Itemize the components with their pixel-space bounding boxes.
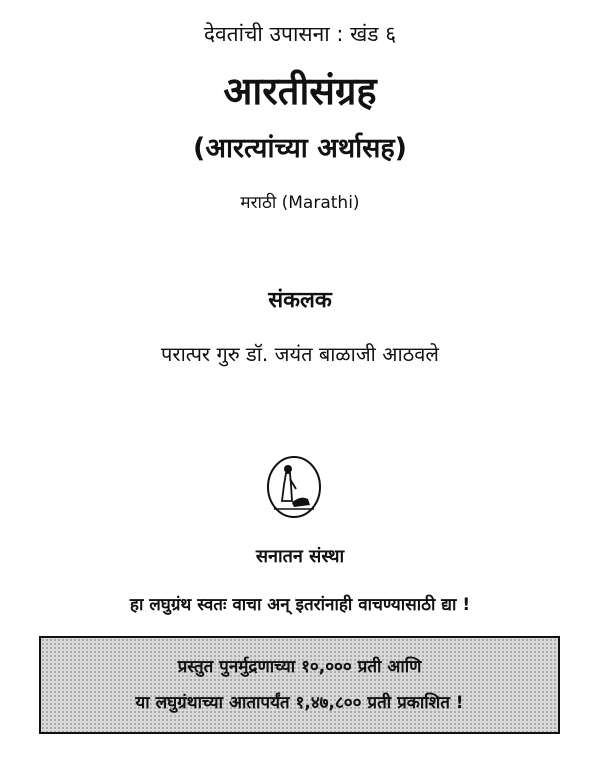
print-notice-box bbox=[39, 636, 560, 734]
print-notice-line-1: प्रस्तुत पुनर्मुद्रणाच्या १०,००० प्रती आणि bbox=[177, 657, 422, 677]
language-label: मराठी (Marathi) bbox=[240, 193, 360, 213]
publisher-name: सनातन संस्था bbox=[255, 546, 345, 567]
series-title: देवतांची उपासना : खंड ६ bbox=[203, 22, 397, 46]
compiler-heading: संकलक bbox=[268, 288, 332, 313]
book-subtitle: (आरत्यांच्या अर्थासह) bbox=[192, 133, 407, 164]
compiler-name: परात्पर गुरु डॉ. जयंत बाळाजी आठवले bbox=[161, 342, 439, 366]
sanatan-logo-icon bbox=[262, 455, 326, 519]
reader-appeal: हा लघुग्रंथ स्वतः वाचा अन् इतरांनाही वाचण्यासाठी द्या ! bbox=[129, 595, 471, 615]
print-notice-line-2: या लघुग्रंथाच्या आतापर्यंत १,४७,८०० प्रती प्रकाशित ! bbox=[135, 693, 464, 713]
book-title: आरतीसंग्रह bbox=[223, 69, 377, 113]
